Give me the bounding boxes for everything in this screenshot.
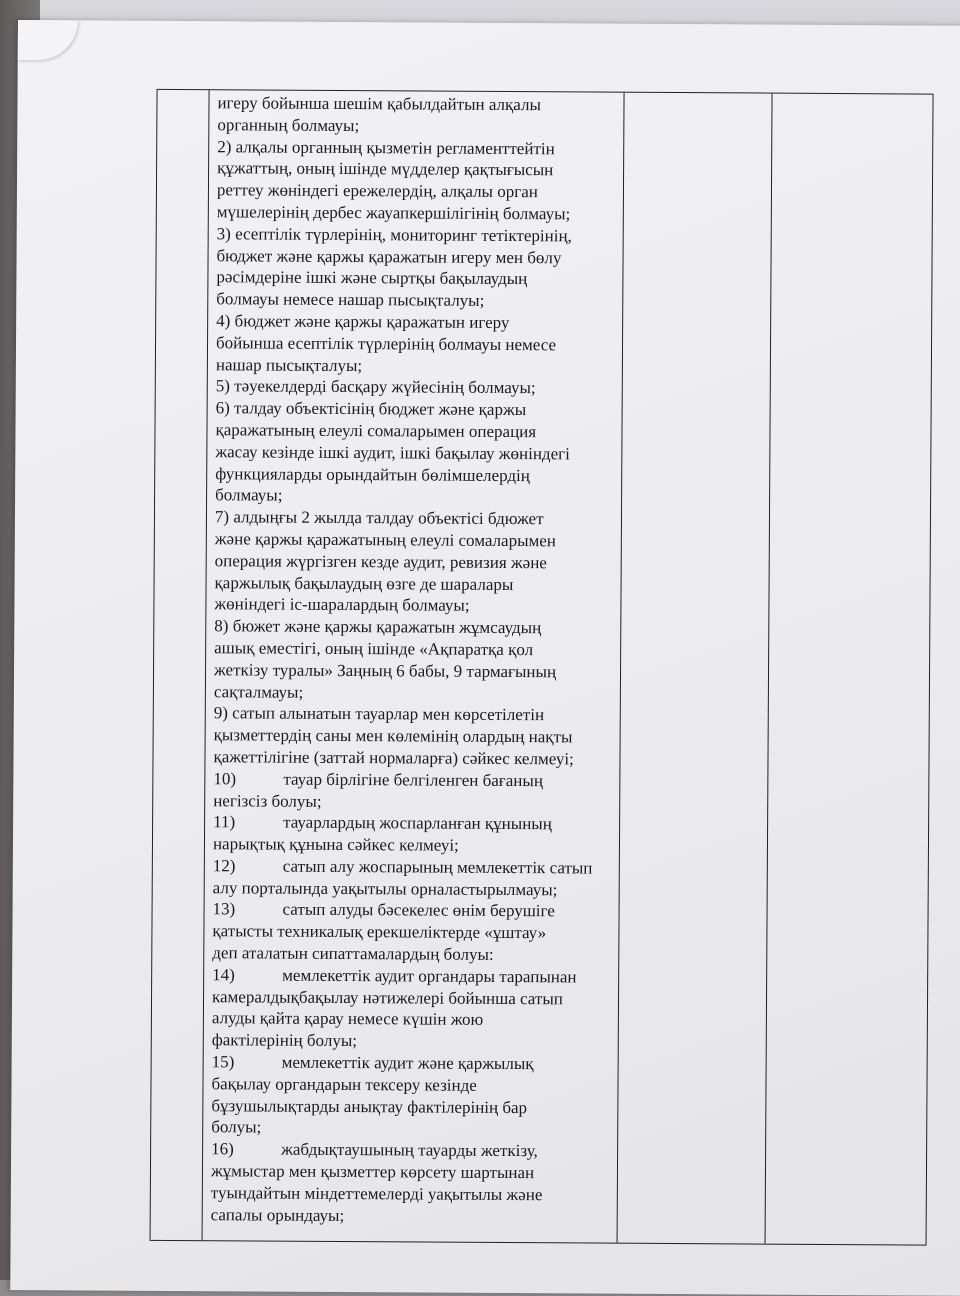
document-line (215, 550, 620, 574)
line-text: алқалы органның қызметін регламенттейтін (231, 136, 555, 158)
document-line (212, 986, 617, 1010)
line-text: болуы; (211, 1117, 262, 1137)
document-line (217, 223, 622, 247)
line-text: тауарлардың жоспарланған құнының (283, 812, 552, 834)
document-line (212, 964, 617, 988)
line-text: жөніндегі іс-шаралардың болмауы; (214, 594, 470, 616)
line-text: бойынша есептілік түрлерінің болмауы немесе (215, 332, 557, 355)
document-line (216, 267, 621, 291)
list-item-number: 13) (212, 899, 236, 919)
line-text: операция жүргізген кезде аудит, ревизия және (214, 550, 547, 572)
line-text: алдыңғы 2 жылда талдау объектісі бдюжет (229, 507, 544, 529)
document-line (214, 724, 619, 748)
line-text: жұмыстар мен қызметтер көрсету шартынан (210, 1161, 535, 1183)
list-item-number: 12) (212, 856, 236, 876)
line-text: есептілік түрлерінің, мониторинг тетіктерінің, (230, 224, 572, 246)
document-line (214, 637, 619, 661)
document-line (213, 790, 618, 814)
document-line (213, 833, 618, 857)
document-line (211, 1073, 616, 1097)
line-text: сапалы орындауы; (210, 1204, 345, 1225)
document-line (212, 1051, 617, 1075)
document-line (212, 942, 617, 966)
list-item-number: 6) (215, 398, 230, 418)
previous-page-corner (18, 20, 78, 60)
list-item-number: 5) (215, 376, 230, 396)
document-line (215, 572, 620, 596)
document-line (214, 659, 619, 683)
document-line (216, 376, 621, 400)
line-text: және қаржы қаражатының елеулі сомаларымен (214, 529, 556, 551)
list-item-number: 4) (216, 311, 231, 331)
line-text: қызметтердің саны мен көлемінің олардың нақты (213, 725, 573, 747)
line-text: ашық еместігі, оның ішінде «Ақпаратқа қол (214, 638, 534, 660)
line-text: тауар бірлігіне белгіленген бағаның (283, 769, 544, 790)
document-line (211, 1117, 616, 1141)
line-text: болмауы; (215, 485, 283, 505)
line-text: жасау кезінде ішкі аудит, ішкі бақылау жөніндегі (215, 441, 570, 464)
document-line (216, 245, 621, 269)
line-text: бұзушылықтарды анықтау фактілерінің бар (211, 1095, 528, 1117)
document-line (214, 703, 619, 727)
list-item-number: 10) (213, 768, 237, 789)
table-column-divider-3 (765, 94, 773, 1244)
document-line (211, 1182, 616, 1206)
document-line (217, 92, 622, 116)
list-item-number: 16) (211, 1139, 234, 1159)
line-text: құжаттың, оның ішінде мүдделер қақтығысын (217, 158, 554, 180)
line-text: жеткізу туралы» Заңның 6 бабы, 9 тармағының (213, 659, 557, 682)
line-text: игеру бойынша шешім қабылдайтын алқалы (217, 93, 541, 115)
document-line (216, 332, 621, 356)
document-line (217, 136, 622, 160)
document-line (213, 812, 618, 836)
list-item-number: 11) (213, 812, 236, 832)
line-text: қажеттілігіне (заттай нормаларға) сәйкес келмеуі; (213, 747, 574, 769)
line-text: бюджет және қаржы қаражатын игеру (230, 311, 510, 332)
document-line (215, 419, 620, 443)
document-line (211, 1160, 616, 1184)
line-text: алу порталында уақытылы орналастырылмауы; (212, 877, 558, 899)
document-line (215, 441, 620, 465)
line-text: болмауы немесе нашар пысықталуы; (216, 289, 485, 311)
line-text: алуды қайта қарау немесе күшін жою (211, 1008, 484, 1030)
document-line (217, 114, 622, 138)
document-line (214, 594, 619, 618)
line-text: мемлекеттік аудит органдары тарапынан (282, 965, 577, 987)
document-line (211, 1204, 616, 1228)
table-column-divider-1 (202, 90, 210, 1240)
line-text: жабдықтаушының тауарды жеткізу, (281, 1139, 538, 1161)
document-line (214, 681, 619, 705)
list-item-number: 3) (216, 223, 231, 244)
list-item-number: 2) (217, 136, 232, 156)
document-line (212, 920, 617, 944)
line-text: нашар пысықталуы; (215, 354, 363, 375)
document-line (212, 1029, 617, 1053)
document-line (217, 158, 622, 182)
line-text: қаржылық бақылаудың өзге де шаралары (214, 572, 514, 594)
line-text: рәсімдеріне ішкі және сыртқы бақылаудың (216, 267, 528, 289)
document-line (215, 506, 620, 530)
document-line (211, 1138, 616, 1162)
document-line (213, 899, 618, 923)
document-table (150, 89, 934, 1246)
document-line (214, 615, 619, 639)
list-item-number: 7) (214, 507, 230, 527)
line-text: камералдықбақылау нәтижелері бойынша сатып (211, 986, 563, 1009)
risk-factors-cell (211, 92, 623, 1228)
document-line (216, 310, 621, 334)
line-text: сатып алынатын тауарлар мен көрсетілетін (227, 703, 545, 725)
document-line (213, 746, 618, 770)
document-line (217, 179, 622, 203)
line-text: функцияларды орындайтын бөлімшелердің (215, 463, 530, 485)
line-text: талдау объектісінің бюджет және қаржы (229, 398, 527, 420)
line-text: нарықтық құнына сәйкес келмеуі; (212, 834, 459, 855)
document-line (211, 1095, 616, 1119)
line-text: сатып алу жоспарының мемлекеттік сатып (282, 856, 593, 878)
line-text: бюжет және қаржы қаражатын жұмсаудың (228, 616, 542, 638)
line-text: сатып алуды бәсекелес өнім берушіге (282, 900, 555, 921)
document-line (216, 288, 621, 312)
list-item-number: 8) (214, 616, 229, 636)
line-text: деп аталатын сипаттамалардың болуы: (212, 943, 494, 965)
document-line (213, 768, 618, 792)
document-line (217, 201, 622, 225)
document-line (215, 485, 620, 509)
list-item-number: 9) (213, 703, 228, 723)
line-text: қаражатының елеулі сомаларымен операция (215, 420, 537, 442)
document-page (10, 20, 960, 1296)
line-text: органның болмауы; (217, 115, 360, 135)
document-line (213, 877, 618, 901)
line-text: қатысты техникалық ерекшеліктерде «ұштау» (212, 921, 547, 943)
line-text: мемлекеттік аудит және қаржылық (281, 1052, 534, 1074)
line-text: негізсіз болуы; (213, 790, 322, 811)
document-line (216, 354, 621, 378)
line-text: бақылау органдарын тексеру кезінде (211, 1074, 477, 1095)
line-text: туындайтын міндеттемелерді уақытылы және (210, 1183, 543, 1205)
document-line (213, 855, 618, 879)
line-text: бюджет және қаржы қаражатын игеру мен бөлу (216, 245, 562, 267)
document-line (215, 463, 620, 487)
list-item-number: 14) (212, 965, 235, 985)
document-line (212, 1008, 617, 1032)
line-text: сақталмауы; (213, 681, 304, 702)
line-text: мүшелерінің дербес жауапкершілігінің болмауы; (216, 202, 571, 224)
document-line (215, 528, 620, 552)
line-text: тәуекелдерді басқару жүйесінің болмауы; (229, 376, 536, 398)
document-line (216, 397, 621, 421)
line-text: фактілерінің болуы; (211, 1030, 358, 1051)
list-item-number: 15) (211, 1052, 235, 1072)
line-text: реттеу жөніндегі ережелердің, алқалы орган (216, 180, 538, 202)
